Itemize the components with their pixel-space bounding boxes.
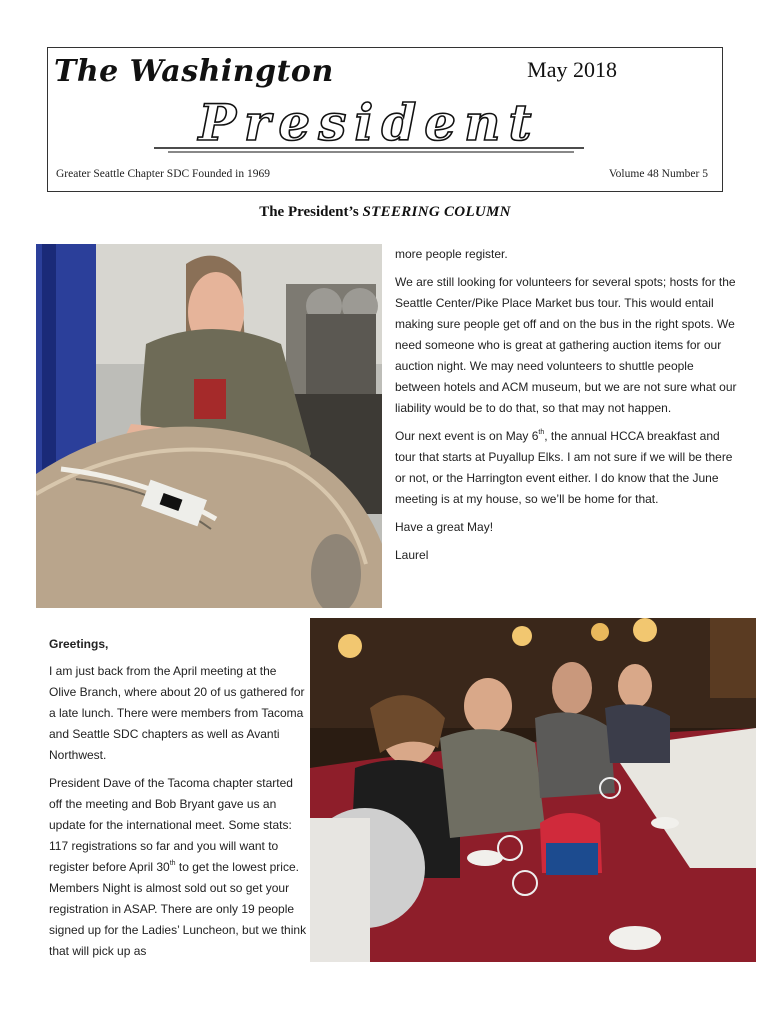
paragraph: Have a great May!	[395, 520, 494, 534]
photo-woman-with-car	[36, 244, 382, 608]
paragraph: We are still looking for volunteers for several spots; hosts for the Seattle Center/Pike Place Market bus tour. This would entail making sure people get off and on the bus in the right spots. We need someone who is great at gathering auction items for our auction night. We may need volunteers to shuttle people between hotels and ACM museum, but we are not sure what our liability would be to do that, so that may not happen.	[395, 275, 737, 415]
column-heading-name: STEERING COLUMN	[362, 204, 511, 220]
paragraph: President Dave of the Tacoma chapter started off the meeting and Bob Bryant gave us an update for the international meet. Some stats: 117 registrations so far and you will want to register before April 30th to get the lowest price. Members Night is almost sold out so get your registration in ASAP. There are only 19 people signed up for the Ladies’ Luncheon, but we think that will pick up as	[49, 776, 307, 958]
issue-date: May 2018	[527, 57, 617, 82]
left-column-text	[49, 634, 307, 969]
masthead-tagline: Greater Seattle Chapter SDC Founded in 1969	[56, 168, 270, 180]
volume-number: Volume 48 Number 5	[608, 168, 708, 180]
paragraph: Our next event is on May 6th, the annual HCCA breakfast and tour that starts at Puyallup Elks. I am not sure if we will be there or not, or the Harrington event either. I do know that the June meeting is at my house, so we’ll be home for that.	[395, 429, 733, 506]
masthead-title-prefix: The Washington	[54, 54, 334, 89]
photo-restaurant-group	[310, 618, 756, 962]
masthead-title-main: President	[198, 96, 540, 152]
masthead	[47, 47, 723, 192]
column-heading	[0, 204, 770, 221]
paragraph: more people register.	[395, 247, 508, 261]
greeting: Greetings,	[49, 637, 109, 651]
right-column-text	[395, 244, 740, 573]
president-logo	[144, 96, 594, 154]
paragraph: I am just back from the April meeting at the Olive Branch, where about 20 of us gathered for a late lunch. There were members from Tacoma and Seattle SDC chapters as well as Avanti Northwest.	[49, 664, 305, 762]
signature: Laurel	[395, 548, 429, 562]
column-heading-prefix: The President’s	[259, 204, 363, 220]
